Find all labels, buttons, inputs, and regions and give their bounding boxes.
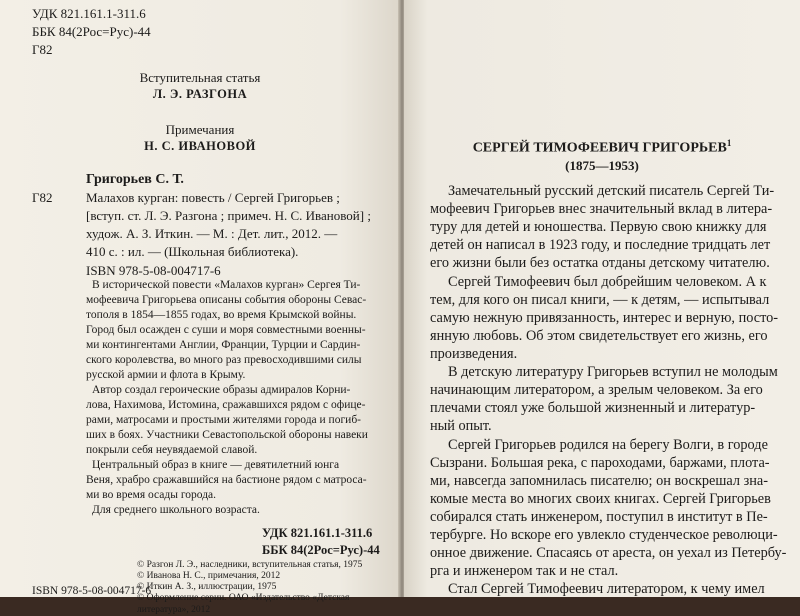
- body-line: Замечательный русский детский писатель Сергей Ти-: [448, 183, 775, 199]
- body-line: его жизни были без остатка отданы детскому читателю.: [430, 255, 770, 271]
- intro-label: Вступительная статья: [139, 70, 261, 85]
- body-line: Стал Сергей Тимофеевич литератором, к чему имел: [448, 581, 765, 597]
- annotation-line: Автор создал героические образы адмиралов Корни-: [92, 384, 351, 396]
- body-line: В детскую литературу Григорьев вступил не молодым: [448, 364, 778, 380]
- article-dates: (1875—1953): [565, 158, 639, 173]
- body-line: Сызрани. Большая река, с пароходами, баржами, плота-: [430, 455, 770, 471]
- record-line: [вступ. ст. Л. Э. Разгона ; примеч. Н. С. Ивановой] ;: [86, 208, 371, 223]
- body-line: тем, для кого он писал книги, — к детям, — испытывал: [430, 292, 770, 308]
- bbk-code: ББК 84(2Рос=Рус)-44: [32, 24, 151, 39]
- notes-label: Примечания: [165, 122, 235, 137]
- copyright-line: © Иванова Н. С., примечания, 2012: [137, 571, 281, 581]
- annotation-line: ших в боях. Участники Севастопольской обороны навеки: [86, 429, 368, 441]
- footnote-mark: 1: [726, 138, 732, 148]
- body-line: тербурге. Но вскоре его увлекло студенческое революци-: [430, 527, 778, 543]
- notes-author: Н. С. ИВАНОВОЙ: [144, 139, 256, 153]
- udk-bottom: УДК 821.161.1-311.6: [262, 526, 373, 540]
- annotation-line: мофеевича Григорьева описаны события обороны Севас-: [86, 294, 367, 306]
- copyright-line: © Разгон Л. Э., наследники, вступительная статья, 1975: [137, 560, 363, 570]
- body-line: Сергей Григорьев родился на берегу Волги, в городе: [448, 437, 768, 453]
- body-line: самую нежную привязанность, интерес и верную, посто-: [430, 310, 779, 326]
- body-line: мофеевич Григорьев внес значительный вклад в литера-: [430, 201, 773, 217]
- annotation-line: ми во время осады города.: [86, 489, 217, 501]
- isbn-main: ISBN 978-5-08-004717-6: [86, 263, 221, 278]
- copyright-line: © Оформление серии. ОАО «Издательство «Детская литература», 2012: [137, 593, 350, 615]
- bbk-bottom: ББК 84(2Рос=Рус)-44: [262, 543, 380, 557]
- body-line: комые места во многих своих книгах. Сергей Григорьев: [430, 491, 771, 507]
- body-line: онное движение. Спасаясь от ареста, он уехал из Петербу-: [430, 545, 787, 561]
- annotation-line: Центральный образ в книге — девятилетний юнга: [92, 459, 340, 471]
- record-line: 410 с. : ил. — (Школьная библиотека).: [86, 244, 299, 259]
- annotation-line: Город был осажден с суши и моря совместными военны-: [86, 324, 366, 336]
- author-mark: Г82: [32, 42, 53, 57]
- body-line: рга и инженером так и не стал.: [430, 563, 619, 579]
- udk-code: УДК 821.161.1-311.6: [32, 6, 146, 21]
- annotation-line: покрыли себя неувядаемой славой.: [86, 444, 258, 456]
- body-line: собирался стать инженером, поступил в институт в Пе-: [430, 509, 768, 525]
- body-line: плечами стоял уже большой жизненный и литератур-: [430, 400, 756, 416]
- right-page: [404, 0, 800, 597]
- article-title-text: СЕРГЕЙ ТИМОФЕЕВИЧ ГРИГОРЬЕВ: [472, 140, 727, 156]
- annotation-line: Для среднего школьного возраста.: [92, 504, 260, 516]
- annotation-line: тополя в 1854—1855 годах, во время Крымской войны.: [86, 309, 357, 321]
- body-line: туру для детей и юношества. Первую свою книжку для: [430, 219, 767, 235]
- author-mark-side: Г82: [32, 190, 53, 205]
- article-title: [404, 138, 800, 157]
- record-line: худож. А. З. Иткин. — М. : Дет. лит., 2012. —: [86, 226, 338, 241]
- intro-author: Л. Э. РАЗГОНА: [152, 87, 248, 101]
- copyright-line: © Иткин А. З., иллюстрации, 1975: [137, 582, 277, 592]
- annotation-line: русской армии и флота в Крыму.: [86, 369, 246, 381]
- annotation-line: лова, Нахимова, Истомина, сражавшихся рядом с офице-: [86, 399, 366, 411]
- body-line: детей он написал в 1923 году, и последние тридцать лет: [430, 237, 771, 253]
- annotation-line: Веня, храбро сражавшийся на бастионе рядом с матроса-: [86, 474, 367, 486]
- body-line: ный опыт.: [430, 418, 492, 434]
- annotation-line: рами, матросами и простыми жителями города и погиб-: [86, 414, 362, 426]
- annotation-line: ми контингентами Англии, Франции, Турции и Сардин-: [86, 339, 361, 351]
- body-line: Сергей Тимофеевич был добрейшим человеком. А к: [448, 274, 767, 290]
- isbn-bottom: ISBN 978-5-08-004717-6: [32, 585, 152, 597]
- annotation-line: ского королевства, во много раз превосходившими силы: [86, 354, 362, 366]
- body-line: произведения.: [430, 346, 518, 362]
- body-line: начинающим литератором, а зрелым человеком. За его: [430, 382, 763, 398]
- body-line: янную любовь. Об этом свидетельствует его жизнь, его: [430, 328, 768, 344]
- main-author: Григорьев С. Т.: [86, 172, 184, 187]
- body-line: ми, навсегда запомнилась писателю; он воскрешал зна-: [430, 473, 768, 489]
- left-page: [0, 0, 400, 615]
- annotation-line: В исторической повести «Малахов курган» Сергея Ти-: [92, 279, 361, 291]
- record-line: Малахов курган: повесть / Сергей Григорьев ;: [86, 190, 340, 205]
